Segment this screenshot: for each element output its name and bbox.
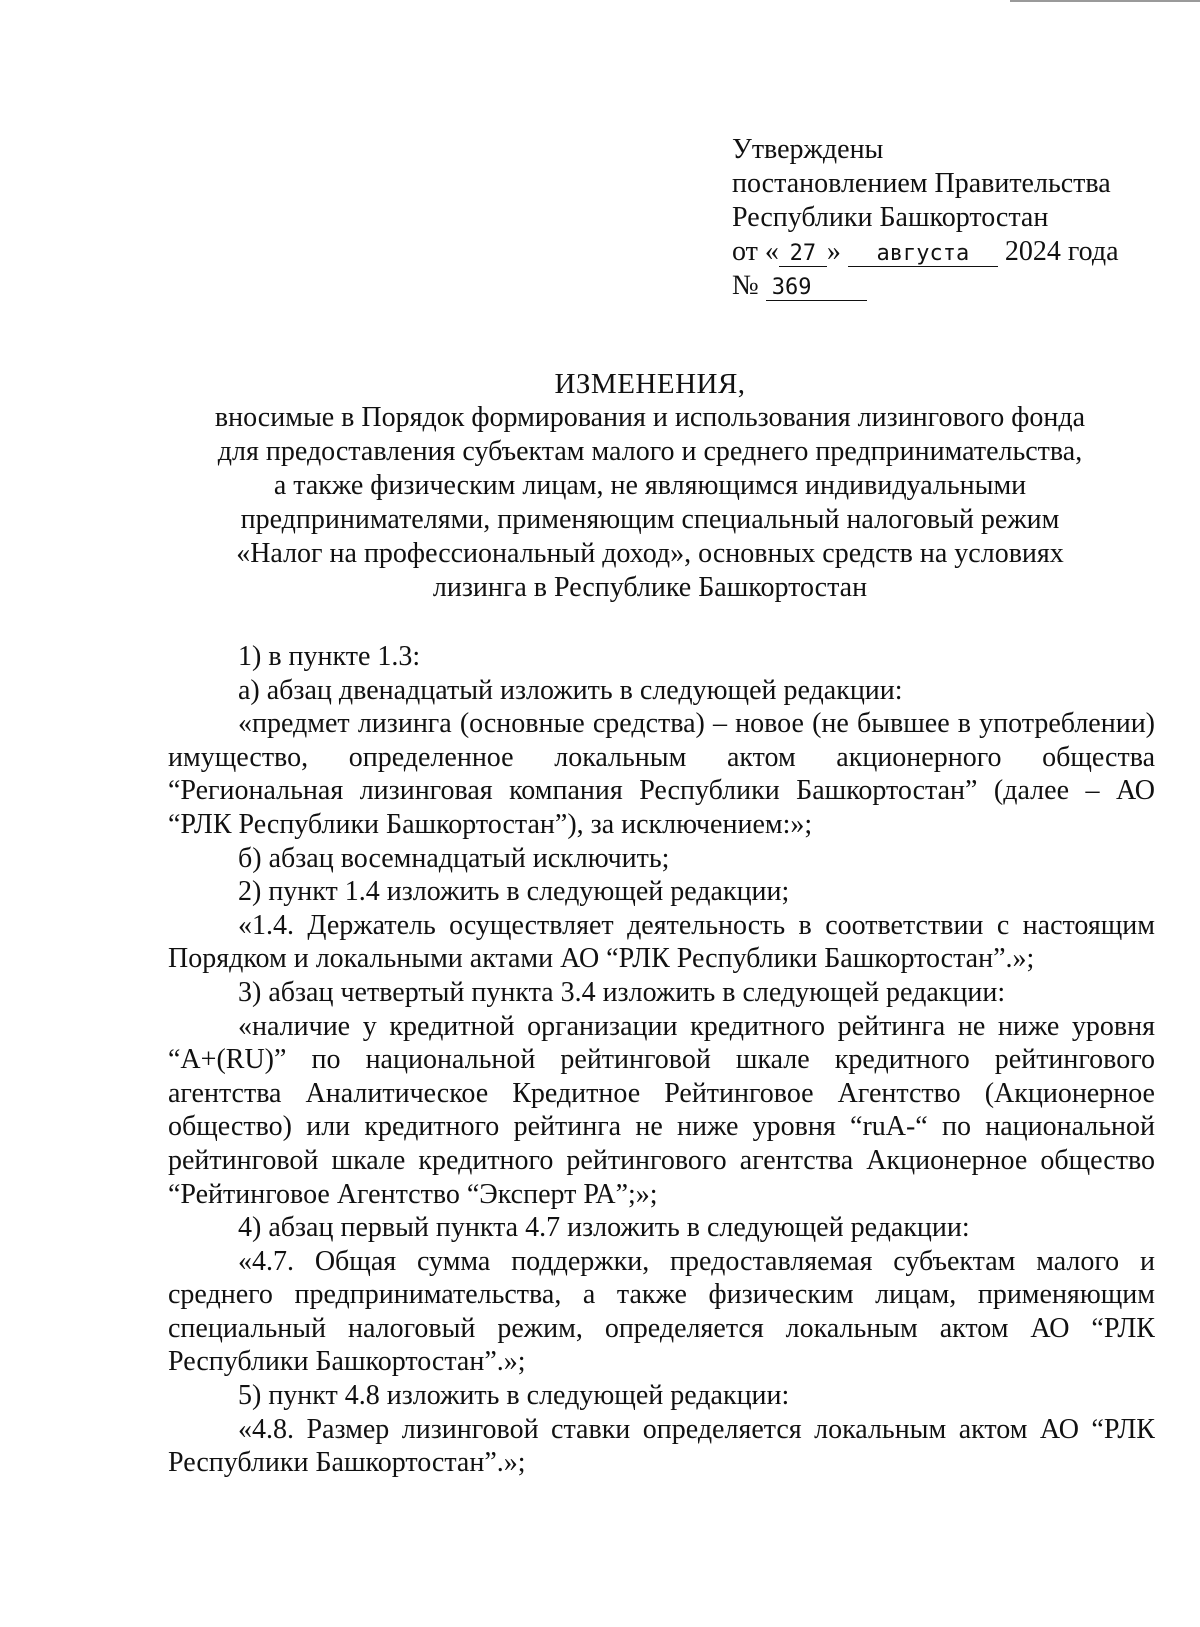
paragraph: 5) пункт 4.8 изложить в следующей редакции: [238, 1380, 790, 1412]
paragraph: «предмет лизинга (основные средства) – новое (не бывшее в употреблении) имущество, определенное локальным актом акционерного общества “Региональная лизинговая компания Республики Башкортостан” (далее – АО “РЛК Республики Башкортостан”), за исключением:»; [168, 708, 1155, 840]
scan-edge-line [1010, 0, 1200, 2]
title-line: вносимые в Порядок формирования и использования лизингового фонда [214, 402, 1086, 433]
paragraph: б) абзац восемнадцатый исключить; [238, 842, 670, 874]
approval-number-line [732, 269, 1172, 303]
paragraph: а) абзац двенадцатый изложить в следующей редакции: [238, 674, 903, 706]
document-title-block [150, 367, 1150, 605]
paragraph: «4.8. Размер лизинговой ставки определяется локальным актом АО “РЛК Республики Башкортостан”.»; [168, 1413, 1155, 1479]
approval-date-line [732, 235, 1172, 269]
number-prefix: № [732, 270, 759, 301]
approval-line-2: постановлением Правительства [732, 168, 1111, 199]
paragraph: «1.4. Держатель осуществляет деятельность в соответствии с настоящим Порядком и локальными актами АО “РЛК Республики Башкортостан”.»; [168, 909, 1155, 975]
paragraph: «4.7. Общая сумма поддержки, предоставляемая субъектам малого и среднего предпринимательства, а также физическим лицам, применяющим специальный налоговый режим, определяется локальным актом АО “РЛК Республики Башкортостан”.»; [168, 1245, 1155, 1378]
title-line: для предоставления субъектам малого и среднего предпринимательства, [217, 436, 1083, 467]
document-body [168, 640, 1155, 1480]
paragraph: 3) абзац четвертый пункта 3.4 изложить в следующей редакции: [238, 976, 1006, 1008]
date-month: августа [848, 242, 998, 267]
paragraph: 1) в пункте 1.3: [238, 641, 421, 672]
date-mid: » [826, 236, 841, 267]
approval-line-1: Утверждены [732, 134, 884, 165]
date-prefix: от « [732, 236, 779, 267]
date-year: 2024 года [1004, 236, 1119, 267]
paragraph: «наличие у кредитной организации кредитного рейтинга не ниже уровня “А+(RU)” по национальной рейтинговой шкале кредитного рейтингового агентства Аналитическое Кредитное Рейтинговое Агентство (Акционерное общество) или кредитного рейтинга не ниже уровня “ruA-“ по национальной рейтинговой шкале кредитного рейтингового агентства Акционерное общество “Рейтинговое Агентство “Эксперт РА”;»; [168, 1010, 1155, 1210]
date-day: 27 [779, 242, 827, 267]
approval-stamp-block [732, 133, 1172, 303]
paragraph: 4) абзац первый пункта 4.7 изложить в следующей редакции: [238, 1212, 970, 1244]
title-line: лизинга в Республике Башкортостан [432, 572, 868, 603]
paragraph: 2) пункт 1.4 изложить в следующей редакции; [238, 876, 790, 908]
number-value: 369 [766, 276, 867, 301]
title-line: предпринимателями, применяющим специальный налоговый режим [240, 504, 1060, 535]
approval-line-3: Республики Башкортостан [732, 202, 1049, 233]
title-line: «Налог на профессиональный доход», основных средств на условиях [236, 538, 1064, 569]
document-heading: ИЗМЕНЕНИЯ, [554, 368, 746, 400]
title-line: а также физическим лицам, не являющимся индивидуальными [273, 470, 1027, 501]
